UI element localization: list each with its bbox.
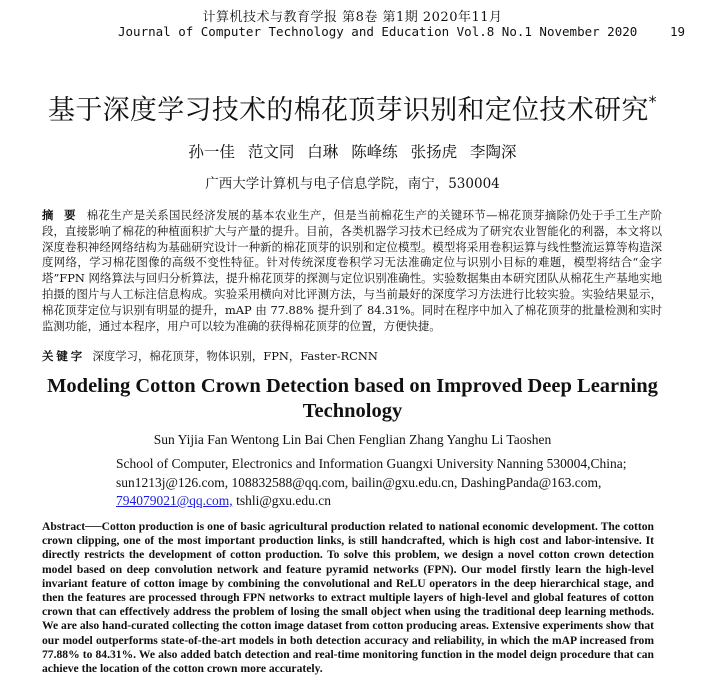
abstract-en-label: Abstract── (42, 520, 102, 533)
affiliation-cn: 广西大学计算机与电子信息学院，南宁，530004 (205, 176, 500, 192)
email-link[interactable]: 794079021@qq.com, (116, 493, 233, 508)
journal-header-en: Journal of Computer Technology and Education Vol.8 No.1 November 2020 (118, 24, 638, 39)
abstract-cn-label: 摘 要 (42, 208, 79, 222)
email-last: tshli@gxu.edu.cn (232, 493, 331, 508)
abstract-cn-text: 棉花生产是关系国民经济发展的基本农业生产，但是当前棉花生产的关键环节—棉花顶芽摘除仍处于手工生产阶段，直接影响了棉花的种植面积扩大与产量的提升。目前，各类机器学习技术已经成为了研究农业智能化的利器，本文将以深度卷积神经网络结构为基础研究设计一种新的棉花顶芽的识别和定位模型。模型将采用卷积运算与线性整流运算等构造深度网络，学习棉花图像的高级不变性特征。针对传统深度卷积学习无法准确定位与识别小目标的难题，模型将结合“金字塔”FPN 网络算法与回归分析算法，提升棉花顶芽的探测与定位识别准确性。实验数据集由本研究团队从棉花生产基地实地拍摄的图片与人工标注信息构成。实验采用横向对比评测方法，与当前最好的深度学习方法进行比较实验。实验结果显示，棉花顶芽定位与识别有明显的提升，mAP 由 77.88% 提升到了 84.31%。同时在程序中加入了棉花顶芽的批量检测和实时监测功能，通过本程序，用户可以较为准确的获得棉花顶芽的位置，方便快捷。 (42, 208, 662, 333)
abstract-cn (42, 208, 662, 334)
abstract-en (42, 520, 654, 676)
affiliation-en-line1: School of Computer, Electronics and Information Guangxi University Nanning 530004,China; (116, 456, 627, 471)
authors-en: Sun Yijia Fan Wentong Lin Bai Chen Fenglian Zhang Yanghu Li Taoshen (153, 432, 552, 447)
page-number: 19 (669, 24, 685, 39)
keywords-cn (42, 348, 378, 364)
title-footnote-mark: * (648, 92, 657, 111)
abstract-en-text: Cotton production is one of basic agricultural production related to national economic development. The cotton crown clipping, one of the most important production links, is still handcrafted, which is high cost and labor-intensive. It directly restricts the development of cotton production. To solve this problem, we design a novel cotton crown detection model based on deep convolution network and feature pyramid networks (FPN). Our model firstly learn the high-level invariant feature of cotton image by combining the convolutional and ReLU operators in the deep hierarchical stage, and then the features are processed through FPN networks to extract multiple layers of high-level and global features of cotton crown that can effectively address the problem of losing the small object when using the traditional deep learning methods. We are also hand-curated collecting the cotton image dataset from cotton producing areas. Extensive experiments show that our model outperforms state-of-the-art models in both detection accuracy and reliability, in which the mAP increased from 77.88% to 84.31%. We also added batch detection and real-time monitoring function in the model deign procedure that can achieve the location of the cotton crown more accurately. (42, 520, 654, 676)
keywords-cn-text: 深度学习，棉花顶芽，物体识别，FPN，Faster-RCNN (92, 349, 378, 363)
affiliation-en-line2: sun1213j@126.com, 108832588@qq.com, bailin@gxu.edu.cn, DashingPanda@163.com, (116, 474, 602, 490)
affiliation-en-line3 (116, 492, 676, 511)
paper-title-cn-text: 基于深度学习技术的棉花顶芽识别和定位技术研究 (48, 95, 649, 126)
keywords-cn-label: 关键字 (42, 349, 86, 363)
authors-cn: 孙一佳 范文同 白琳 陈峰练 张扬虎 李陶深 (188, 143, 517, 161)
affiliation-en (116, 455, 676, 511)
paper-title-en: Modeling Cotton Crown Detection based on Improved Deep Learning Technology (47, 375, 658, 422)
journal-header-cn: 计算机技术与教育学报 第8卷 第1期 2020年11月 (202, 10, 503, 25)
paper-title-cn (0, 88, 705, 127)
